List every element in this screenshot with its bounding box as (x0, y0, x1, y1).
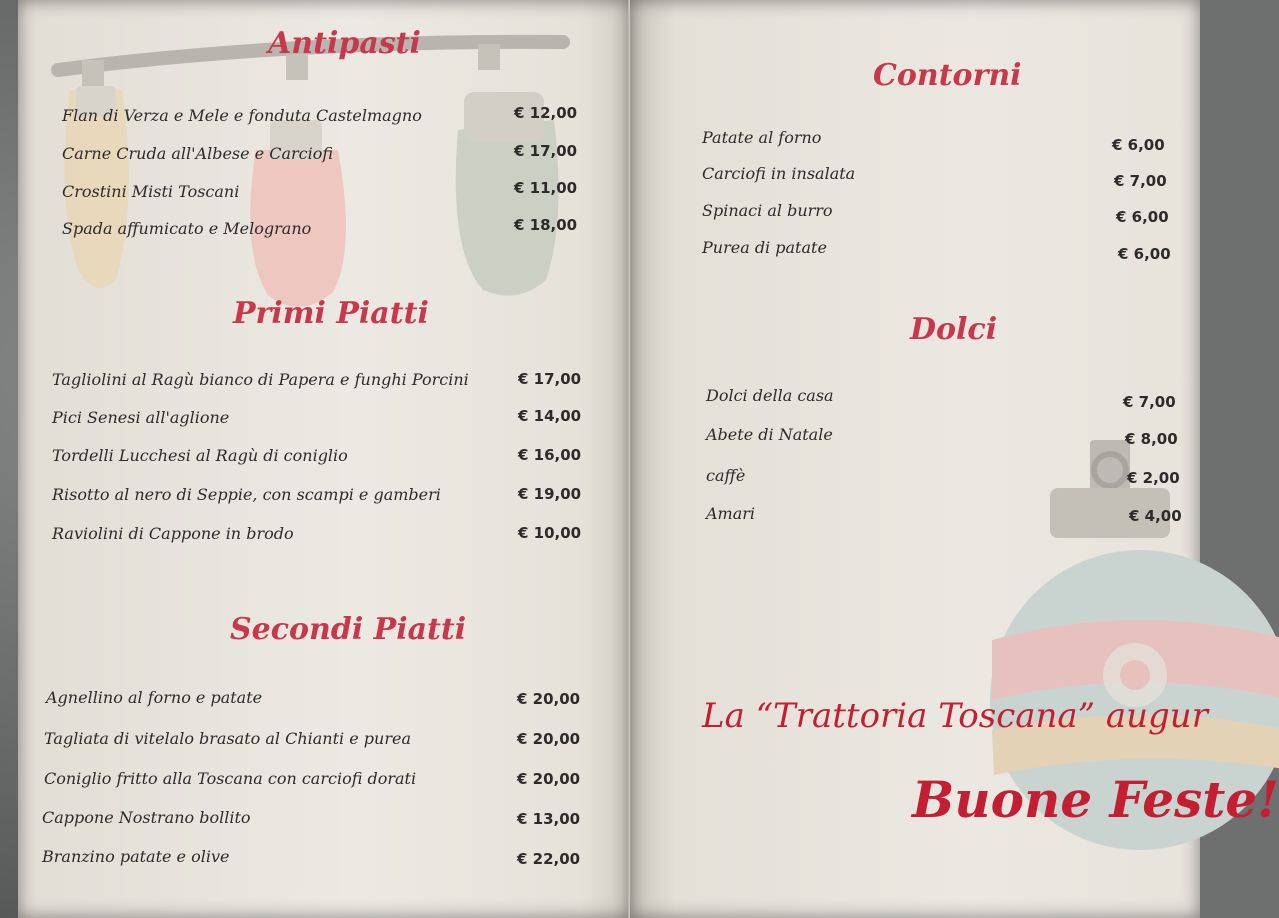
secondi-piatti-heading: Secondi Piatti (230, 612, 467, 647)
menu-item-price: € 7,00 (1123, 393, 1176, 411)
menu-page-left (18, 0, 630, 918)
menu-item-name: Crostini Misti Toscani (62, 182, 240, 201)
menu-item-price: € 17,00 (514, 142, 578, 160)
menu-item-price: € 6,00 (1118, 245, 1171, 263)
menu-item-name: Raviolini di Cappone in brodo (52, 524, 294, 543)
menu-item-name: Coniglio fritto alla Toscana con carciofi dorati (44, 769, 417, 788)
menu-item-name: Branzino patate e olive (42, 847, 230, 866)
menu-item-name: Pici Senesi all'aglione (52, 408, 230, 427)
menu-item-price: € 4,00 (1129, 507, 1182, 525)
menu-item-price: € 2,00 (1127, 469, 1180, 487)
menu-item-name: Abete di Natale (706, 425, 833, 444)
menu-item-name: Agnellino al forno e patate (46, 688, 263, 707)
menu-item-name: Dolci della casa (706, 386, 834, 405)
greeting-text: La “Trattoria Toscana” augur (702, 696, 1208, 736)
menu-item-price: € 22,00 (517, 850, 581, 868)
menu-item-name: Cappone Nostrano bollito (42, 808, 251, 827)
menu-item-price: € 16,00 (518, 446, 582, 464)
contorni-heading: Contorni (873, 58, 1022, 93)
menu-item-price: € 20,00 (517, 770, 581, 788)
menu-item-name: Carne Cruda all'Albese e Carciofi (62, 144, 334, 163)
menu-item-name: Patate al forno (702, 128, 822, 147)
menu-item-name: Flan di Verza e Mele e fonduta Castelmagno (62, 106, 422, 125)
menu-item-price: € 8,00 (1125, 430, 1178, 448)
menu-item-price: € 6,00 (1112, 136, 1165, 154)
menu-item-name: Carciofi in insalata (702, 164, 856, 183)
menu-item-price: € 18,00 (514, 216, 578, 234)
menu-item-price: € 10,00 (518, 524, 582, 542)
primi-piatti-heading: Primi Piatti (233, 296, 429, 331)
menu-item-name: Spada affumicato e Melograno (62, 219, 312, 238)
menu-item-name: Spinaci al burro (702, 201, 833, 220)
buone-feste-text: Buone Feste! (912, 770, 1279, 829)
menu-item-price: € 13,00 (517, 810, 581, 828)
menu-item-name: Purea di patate (702, 238, 827, 257)
menu-item-name: Tagliata di vitelalo brasato al Chianti e purea (44, 729, 411, 748)
menu-item-price: € 17,00 (518, 370, 582, 388)
menu-item-name: Tordelli Lucchesi al Ragù di coniglio (52, 446, 348, 465)
menu-item-price: € 7,00 (1114, 172, 1167, 190)
menu-item-name: Amari (706, 504, 756, 523)
menu-item-price: € 19,00 (518, 485, 582, 503)
antipasti-heading: Antipasti (268, 26, 421, 61)
dolci-heading: Dolci (910, 312, 998, 347)
menu-item-name: Tagliolini al Ragù bianco di Papera e funghi Porcini (52, 370, 469, 389)
menu-item-price: € 12,00 (514, 104, 578, 122)
menu-item-price: € 20,00 (517, 690, 581, 708)
menu-item-price: € 20,00 (517, 730, 581, 748)
menu-item-price: € 14,00 (518, 407, 582, 425)
menu-item-price: € 11,00 (514, 179, 578, 197)
menu-item-price: € 6,00 (1116, 208, 1169, 226)
menu-item-name: Risotto al nero di Seppie, con scampi e gamberi (52, 485, 441, 504)
menu-page-right (630, 0, 1279, 918)
menu-item-name: caffè (706, 466, 746, 485)
